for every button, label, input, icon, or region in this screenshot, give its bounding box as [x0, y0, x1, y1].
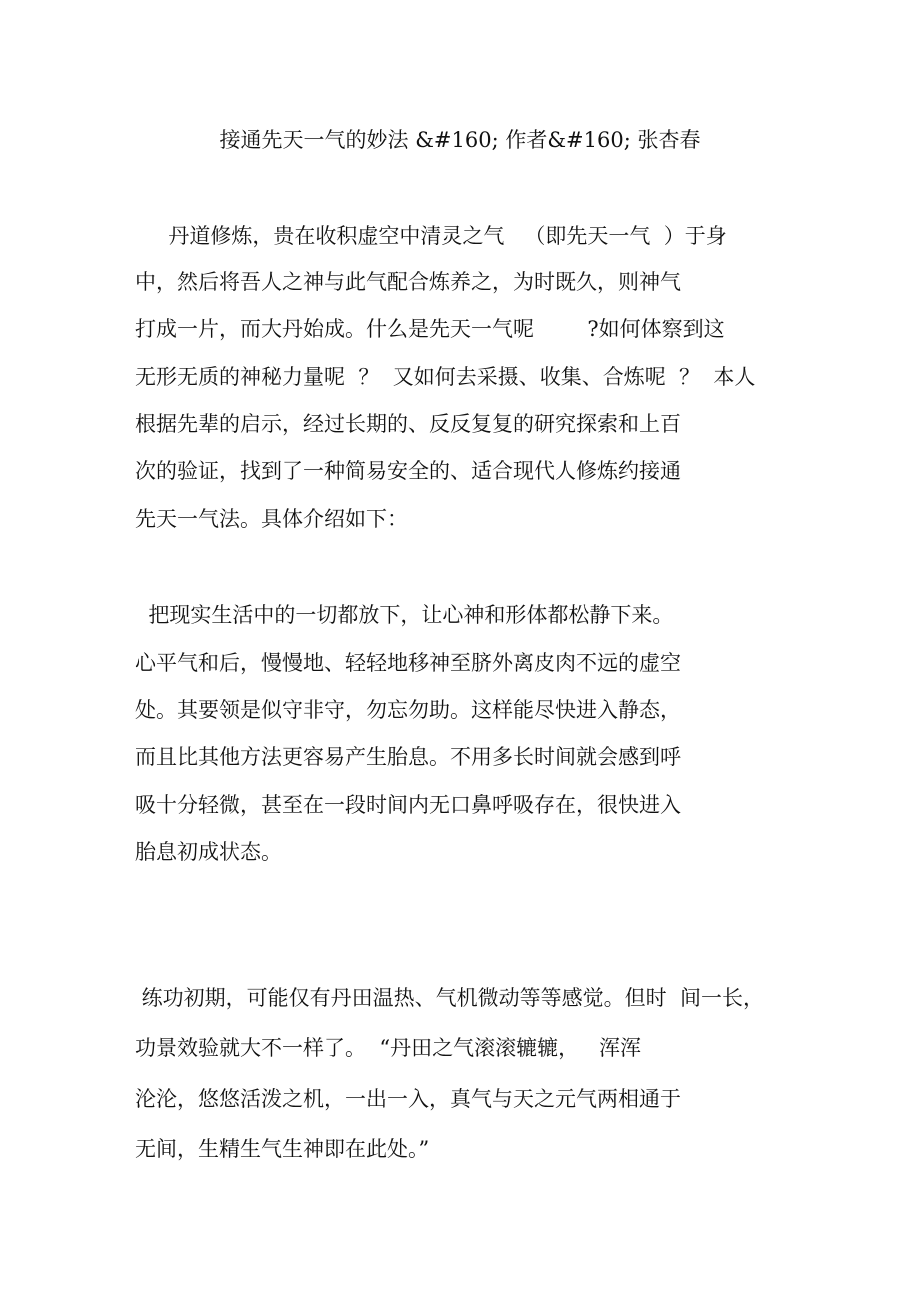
paragraph-2-line-2: 心平气和后，慢慢地、轻轻地移神至脐外离皮肉不远的虚空: [135, 651, 681, 675]
paragraph-1-line-5: 根据先辈的启示，经过长期的、反反复复的研究探索和上百: [135, 412, 681, 436]
paragraph-3-line-2: 功景效验就大不一样了。 “丹田之气滚滚辘辘， 浑浑: [135, 1036, 642, 1060]
paragraph-1-line-7: 先天一气法。具体介绍如下：: [135, 507, 408, 531]
paragraph-1-line-3: 打成一片，而大丹始成。什么是先天一气呢 ?如何体察到这: [135, 317, 725, 341]
paragraph-2-line-3: 处。其要领是似守非守，勿忘勿助。这样能尽快进入静态，: [135, 698, 681, 722]
paragraph-1-line-6: 次的验证，找到了一种简易安全的、适合现代人修炼约接通: [135, 459, 681, 483]
paragraph-3-line-1: 练功初期，可能仅有丹田温热、气机微动等等感觉。但时 间一长，: [135, 986, 765, 1010]
paragraph-2-line-5: 吸十分轻微，甚至在一段时间内无口鼻呼吸存在，很快进入: [135, 793, 681, 817]
document-title: 接通先天一气的妙法 &#160; 作者&#160; 张杏春: [219, 128, 701, 152]
paragraph-1-line-2: 中，然后将吾人之神与此气配合炼养之，为时既久，则神气: [135, 270, 681, 294]
paragraph-1-line-4: 无形无质的神秘力量呢 ？ 又如何去采摄、收集、合炼呢 ？ 本人: [135, 365, 756, 389]
paragraph-1-line-1: 丹道修炼，贵在收积虚空中清灵之气 （即先天一气 ）于身: [135, 224, 727, 248]
paragraph-3-line-4: 无间，生精生气生神即在此处。”: [135, 1137, 430, 1161]
paragraph-2-line-1: 把现实生活中的一切都放下，让心神和形体都松静下来。: [135, 603, 674, 627]
paragraph-2-line-4: 而且比其他方法更容易产生胎息。不用多长时间就会感到呼: [135, 745, 681, 769]
paragraph-2-line-6: 胎息初成状态。: [135, 840, 282, 864]
paragraph-3-line-3: 沦沦，悠悠活泼之机，一出一入，真气与天之元气两相通于: [135, 1087, 681, 1111]
